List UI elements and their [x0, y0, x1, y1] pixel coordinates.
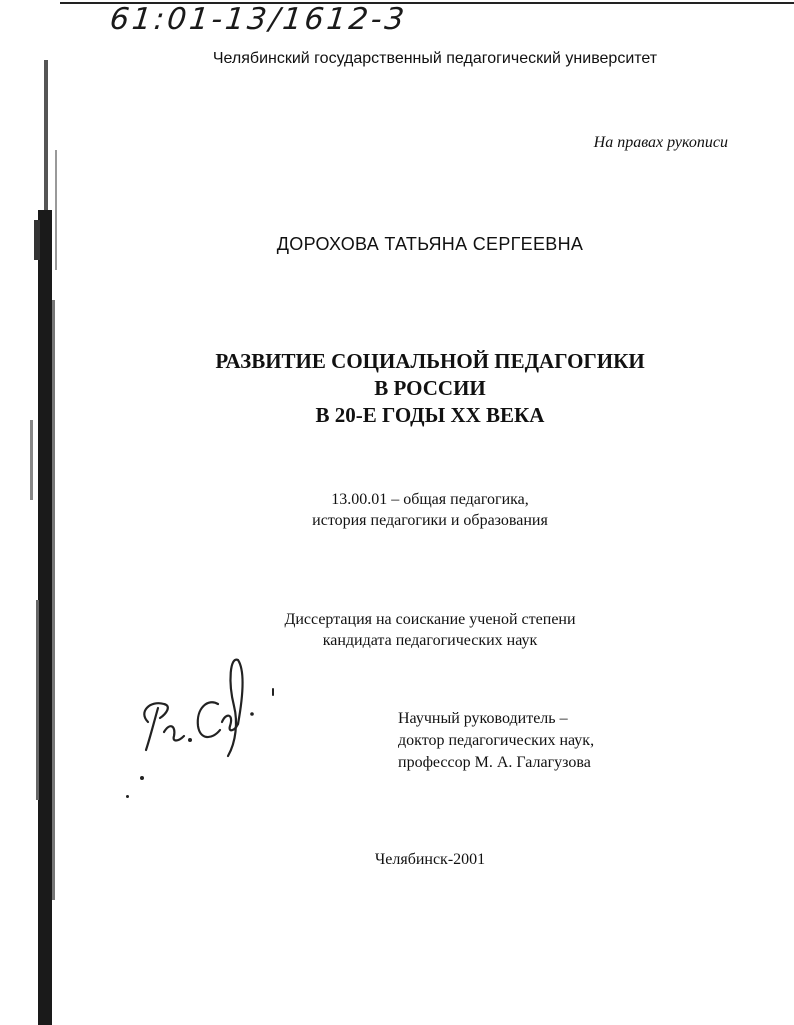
degree-statement — [230, 609, 630, 651]
supervisor-line-3: профессор М. А. Галагузова — [398, 754, 591, 771]
author-name: ДОРОХОВА ТАТЬЯНА СЕРГЕЕВНА — [276, 234, 584, 254]
title-line-2: В РОССИИ — [374, 376, 486, 400]
university-name: Челябинский государственный педагогический университет — [212, 50, 658, 67]
city-year: Челябинск-2001 — [374, 851, 486, 868]
title-line-3: В 20-Е ГОДЫ XX ВЕКА — [315, 403, 545, 427]
supervisor-line-1: Научный руководитель – — [398, 710, 568, 727]
specialty-line-2: история педагогики и образования — [312, 512, 548, 529]
specialty-code — [230, 489, 630, 531]
title-line-1: РАЗВИТИЕ СОЦИАЛЬНОЙ ПЕДАГОГИКИ — [215, 349, 645, 373]
degree-line-1: Диссертация на соискание ученой степени — [284, 611, 576, 628]
manuscript-note: На правах рукописи — [593, 134, 728, 151]
scan-speck — [126, 795, 129, 798]
dissertation-title — [180, 348, 680, 429]
scan-speck — [140, 776, 144, 780]
degree-line-2: кандидата педагогических наук — [322, 632, 538, 649]
handwritten-signature — [130, 652, 280, 762]
scientific-supervisor — [398, 708, 698, 774]
archive-number-handwritten: 61:01-13/1612-3 — [108, 2, 409, 37]
supervisor-line-2: доктор педагогических наук, — [398, 732, 595, 749]
scan-edge-artifact — [0, 0, 60, 1025]
specialty-line-1: 13.00.01 – общая педагогика, — [331, 491, 529, 508]
scan-speck — [272, 688, 274, 696]
